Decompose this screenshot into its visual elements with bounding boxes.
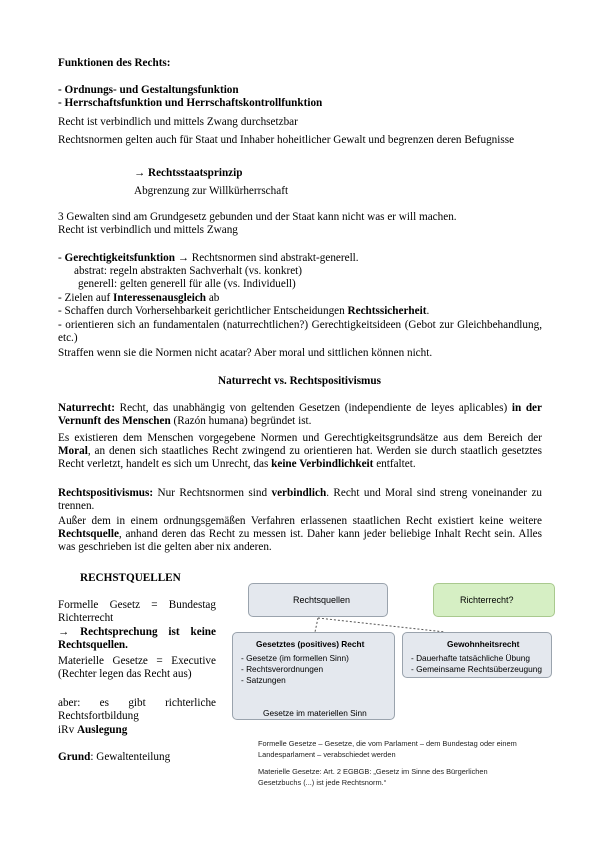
paragraph: aber: es gibt richterliche Rechtsfortbildung bbox=[58, 697, 216, 722]
arrow-icon: → bbox=[134, 167, 146, 179]
paragraph: Rechtsnormen gelten auch für Staat und Inhaber hoheitlicher Gewalt und begrenzen deren Befugnisse bbox=[58, 134, 515, 146]
naturrecht-paragraph: Es existieren dem Menschen vorgegebene Normen und Gerechtigkeitsgrundsätze aus dem Bereich der Moral, an denen sich staatliches Recht zwingend zu orientieren hat. Werden sie durch staatlich gesetztes Recht verletzt, handelt es sich um Unrecht, das keine Verbindlichkeit entfaltet. bbox=[58, 432, 542, 470]
arrow-icon: → bbox=[58, 626, 70, 638]
gewohnheitsrecht-box: Gewohnheitsrecht - Dauerhafte tatsächliche Übung - Gemeinsame Rechtsüberzeugung bbox=[402, 632, 552, 678]
diagram-note: Formelle Gesetze – Gesetze, die vom Parlament – dem Bundestag oder einem bbox=[258, 739, 517, 748]
diagram-note: Landesparlament – verabschiedet werden bbox=[258, 750, 396, 759]
function-item: - Ordnungs- und Gestaltungsfunktion bbox=[58, 84, 239, 96]
rechtspositivismus-paragraph: Außer dem in einem ordnungsgemäßen Verfahren erlassenen staatlichen Recht existiert keine weitere Rechtsquelle, anhand deren das Recht zu messen ist. Daher kann jeder beliebige Inhalt Recht sein. Alles was geschrieben ist die gelten aber nix anderen. bbox=[58, 515, 542, 553]
rechtspositivismus-paragraph: Rechtspositivismus: Nur Rechtsnormen sind verbindlich. Recht und Moral sind streng voneinander zu trennen. bbox=[58, 487, 543, 512]
list-item: - orientieren sich an fundamentalen (naturrechtlichen?) Gerechtigkeitsideen (Gebot zur Gleichbehandlung, etc.) bbox=[58, 319, 542, 344]
list-item: - Schaffen durch Vorhersehbarkeit gerichtlicher Entscheidungen Rechtssicherheit. bbox=[58, 305, 430, 317]
paragraph: generell: gelten generell für alle (vs. Individuell) bbox=[78, 278, 296, 290]
gesetztes-recht-box: Gesetztes (positives) Recht - Gesetze (im formellen Sinn) - Rechtsverordnungen - Satzungen Gesetze im materiellen Sinn bbox=[232, 632, 395, 720]
diagram-note: Materielle Gesetze: Art. 2 EGBGB: „Gesetz im Sinne des Bürgerlichen bbox=[258, 767, 488, 776]
paragraph: Straffen wenn sie die Normen nicht acatar? Aber moral und sittlichen können nicht. bbox=[58, 347, 433, 359]
page-title: Funktionen des Rechts: bbox=[58, 57, 171, 69]
paragraph: iRv Auslegung bbox=[58, 724, 128, 736]
arrow-icon: → bbox=[177, 252, 189, 264]
section-title: RECHSTQUELLEN bbox=[80, 572, 181, 584]
diagram-note: Gesetzbuchs (...) ist jede Rechtsnorm.“ bbox=[258, 778, 387, 787]
paragraph: Materielle Gesetze = Executive (Rechter legen das Recht aus) bbox=[58, 655, 216, 680]
paragraph: Recht ist verbindlich und mittels Zwang durchsetzbar bbox=[58, 116, 298, 128]
function-item: - Herrschaftsfunktion und Herrschaftskontrollfunktion bbox=[58, 97, 323, 109]
gerechtigkeitsfunktion: - Gerechtigkeitsfunktion → Rechtsnormen sind abstrakt-generell. bbox=[58, 252, 359, 264]
rechtsquellen-box: Rechtsquellen bbox=[248, 583, 388, 617]
paragraph: Formelle Gesetz = Bundestag Richterrecht bbox=[58, 599, 216, 624]
richterrecht-box: Richterrecht? bbox=[433, 583, 555, 617]
paragraph: → Rechtsprechung ist keine Rechtsquellen. bbox=[58, 626, 216, 651]
paragraph: abstrat: regeln abstrakten Sachverhalt (vs. konkret) bbox=[74, 265, 303, 277]
naturrecht-paragraph: Naturrecht: Recht, das unabhängig von geltenden Gesetzen (independiente de leyes aplicables) in der Vernunft des Menschen (Razón humana) begründet ist. bbox=[58, 402, 542, 427]
paragraph: Abgrenzung zur Willkürherrschaft bbox=[134, 185, 289, 197]
section-title: Naturrecht vs. Rechtspositivismus bbox=[218, 375, 381, 387]
paragraph: Grund: Gewaltenteilung bbox=[58, 751, 171, 763]
rechtsstaatsprinzip: → Rechtsstaatsprinzip bbox=[134, 167, 243, 179]
list-item: - Zielen auf Interessenausgleich ab bbox=[58, 292, 220, 304]
paragraph: Recht ist verbindlich und mittels Zwang bbox=[58, 224, 238, 236]
paragraph: 3 Gewalten sind am Grundgesetz gebunden und der Staat kann nicht was er will machen. bbox=[58, 211, 457, 223]
